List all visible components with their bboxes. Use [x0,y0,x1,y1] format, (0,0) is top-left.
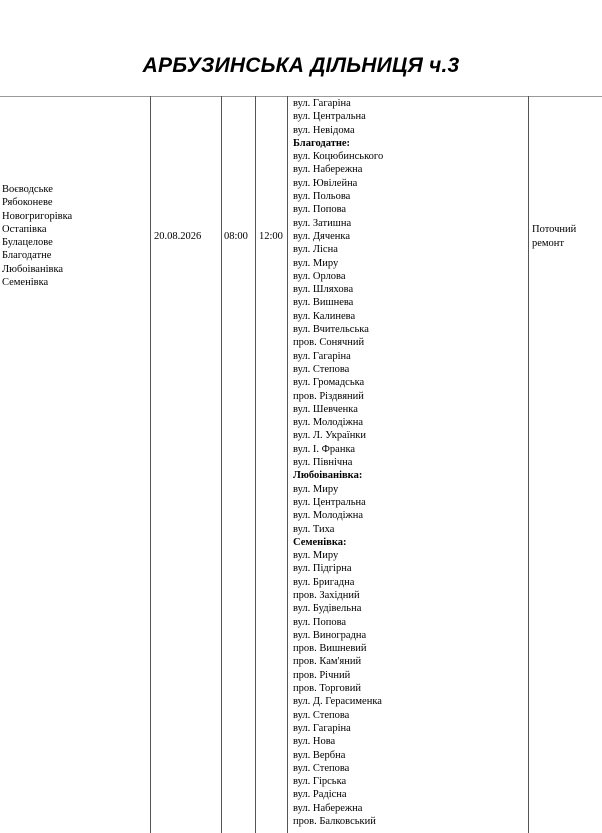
page-title: АРБУЗИНСЬКА ДІЛЬНИЦЯ ч.3 [142,54,460,77]
settlement-name: Семенівка [2,277,49,289]
street-item: вул. Коцюбинського [293,151,384,163]
work-type-cell [532,223,576,251]
street-item: вул. Молодіжна [293,417,364,429]
street-item: вул. Орлова [293,270,346,282]
street-item: вул. Вчительська [293,324,369,336]
street-item: вул. Бригадна [293,576,355,588]
street-item: вул. Набережна [293,802,363,814]
street-item: вул. Дяченка [293,230,351,242]
street-item: вул. Будівельна [293,603,362,615]
streets-cell [293,97,383,828]
street-item: вул. Вербна [293,749,346,761]
street-item: вул. Польова [293,191,351,203]
street-item: вул. Калинева [293,310,356,322]
street-item: вул. Північна [293,457,353,469]
street-item: вул. Д. Герасименка [293,696,382,708]
street-item: вул. Виноградна [293,629,367,641]
work-type-line: ремонт [532,238,565,249]
settlement-heading: Благодатне: [293,137,351,149]
street-item: вул. Радісна [293,789,347,801]
street-item: пров. Сонячний [293,337,365,349]
street-item: пров. Торговий [293,683,361,695]
column-divider [255,96,256,833]
street-item: вул. Миру [293,550,339,562]
column-divider [528,96,529,833]
date-cell: 20.08.2026 [154,231,202,242]
settlement-heading: Семенівка: [293,536,347,548]
street-item: вул. Гірська [293,776,347,788]
column-divider [287,96,288,833]
street-item: вул. Молодіжна [293,510,364,522]
street-item: вул. Попова [293,204,347,216]
street-item: вул. Набережна [293,164,363,176]
street-item: вул. Шляхова [293,284,354,296]
settlement-name: Любоіванівка [2,263,64,275]
settlement-heading: Любоіванівка: [293,470,363,482]
time-start-cell: 08:00 [224,231,248,242]
street-item: вул. Миру [293,483,339,495]
street-item: вул. Центральна [293,111,366,123]
settlement-name: Воєводське [2,184,53,195]
street-item: вул. Тиха [293,523,335,535]
street-item: вул. Гагаріна [293,350,351,362]
street-item: вул. Гагаріна [293,98,351,109]
settlement-name: Благодатне [2,250,52,262]
street-item: вул. Вишнева [293,297,354,309]
street-item: вул. Лісна [293,244,338,256]
street-item: вул. І. Франка [293,443,356,455]
street-item: вул. Центральна [293,496,366,508]
street-item: вул. Нова [293,736,336,748]
street-item: вул. Підгірна [293,563,352,575]
settlement-name: Рябоконеве [2,197,53,209]
street-item: вул. Степова [293,363,350,375]
street-item: вул. Попова [293,616,347,628]
settlement-name: Новогригорівка [2,210,73,222]
column-divider [221,96,222,833]
street-item: пров. Балковський [293,816,376,828]
street-item: вул. Невідома [293,124,355,136]
street-item: вул. Ювілейна [293,177,358,189]
time-end-cell: 12:00 [259,231,283,242]
street-item: вул. Миру [293,257,339,269]
work-type-line: Поточний [532,224,577,235]
street-item: вул. Степова [293,762,350,774]
street-item: вул. Гагаріна [293,722,351,734]
street-item: вул. Затишна [293,217,352,229]
column-divider [150,96,151,833]
street-item: пров. Вишневий [293,643,367,655]
settlement-name: Остапівка [2,223,47,235]
street-item: вул. Степова [293,709,350,721]
street-item: вул. Шевченка [293,403,358,415]
street-item: вул. Громадська [293,377,365,389]
street-item: пров. Річний [293,669,351,681]
street-item: пров. Різдвяний [293,390,364,402]
street-item: вул. Л. Українки [293,430,367,442]
street-item: пров. Кам'яний [293,656,362,668]
settlement-name: Булацелове [2,237,53,249]
settlements-cell [2,183,72,289]
street-item: пров. Західний [293,589,360,601]
